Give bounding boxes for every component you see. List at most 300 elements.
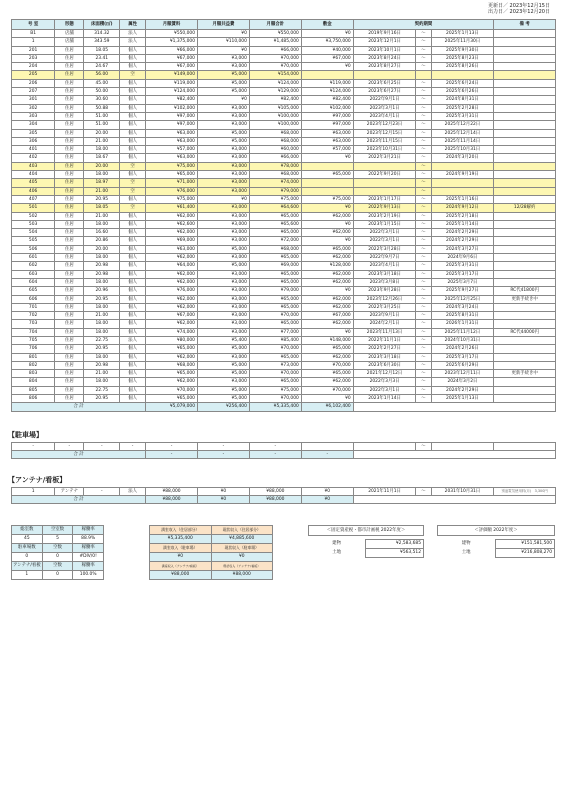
cell-common: ¥3,000	[197, 270, 249, 278]
cell-end: 2025年8月26日	[431, 63, 494, 71]
cell-deposit: ¥124,000	[301, 88, 353, 96]
cell-rent: ¥63,000	[146, 245, 198, 253]
parking-total-sum: -	[249, 450, 301, 458]
cell-total: ¥105,000	[249, 104, 301, 112]
cell-tilde: 〜	[416, 96, 431, 104]
parking-cell: -	[12, 442, 55, 450]
cell-deposit	[301, 162, 353, 170]
tax-label: 建物	[332, 541, 342, 546]
cell-total: ¥78,000	[249, 162, 301, 170]
header-attr: 属性	[120, 20, 146, 30]
cell-attr: 個人	[120, 88, 146, 96]
antenna-total-row	[12, 495, 556, 503]
cell-attr: 個人	[120, 137, 146, 145]
cell-total: ¥124,000	[249, 79, 301, 87]
cell-end: 2025年1月16日	[431, 195, 494, 203]
cell-total: ¥70,000	[249, 54, 301, 62]
cell-end: 2024年3月2日	[431, 378, 494, 386]
cell-deposit: ¥70,000	[301, 386, 353, 394]
cell-common: ¥5,400	[197, 336, 249, 344]
eval-value: ¥151,581,500	[496, 539, 555, 548]
cell-end: 2025年3月31日	[431, 262, 494, 270]
cell-total: ¥79,000	[249, 187, 301, 195]
table-row	[12, 162, 556, 170]
cell-start: 2022年3月28日	[353, 245, 416, 253]
cell-area: 51.00	[84, 121, 120, 129]
cell-type: 住居	[55, 345, 84, 353]
cell-start	[353, 71, 416, 79]
cell-common: ¥3,000	[197, 312, 249, 320]
cell-deposit: ¥0	[301, 220, 353, 228]
cell-end	[431, 71, 494, 79]
antenna-cell: ¥88,000	[146, 487, 198, 495]
cell-tilde: 〜	[416, 220, 431, 228]
cell-tilde: 〜	[416, 345, 431, 353]
cell-deposit: ¥128,000	[301, 262, 353, 270]
cell-start: 2023年9月1日	[353, 312, 416, 320]
cell-notes	[494, 361, 556, 369]
table-row	[12, 104, 556, 112]
cell-type: 住居	[55, 386, 84, 394]
cell-common: ¥3,000	[197, 179, 249, 187]
cell-start: 2023年4月1日	[353, 262, 416, 270]
cell-total: ¥68,000	[249, 137, 301, 145]
cell-area: 20.98	[84, 270, 120, 278]
cell-total: ¥85,400	[249, 336, 301, 344]
cell-tilde: 〜	[416, 370, 431, 378]
cell-attr: 法人	[120, 30, 146, 38]
cell-tilde: 〜	[416, 303, 431, 311]
tax-value: ¥563,512	[366, 548, 424, 557]
cell-tilde: 〜	[416, 328, 431, 336]
cell-common: ¥3,000	[197, 154, 249, 162]
cell-rent: ¥62,000	[146, 353, 198, 361]
antenna-cell: 法人	[120, 487, 146, 495]
cell-notes	[494, 312, 556, 320]
cell-rent: ¥62,000	[146, 254, 198, 262]
cell-common: ¥5,000	[197, 88, 249, 96]
cell-area: 20.00	[84, 245, 120, 253]
cell-notes	[494, 195, 556, 203]
cell-start: 2022年3月21日	[353, 154, 416, 162]
cell-rent: ¥76,000	[146, 287, 198, 295]
cell-total: ¥100,000	[249, 121, 301, 129]
cell-deposit: ¥0	[301, 30, 353, 38]
cell-common: ¥3,000	[197, 278, 249, 286]
cell-type: 住居	[55, 88, 84, 96]
cell-deposit: ¥63,000	[301, 129, 353, 137]
parking-cell	[301, 442, 353, 450]
cell-end: 2025年10月31日	[431, 146, 494, 154]
cell-tilde: 〜	[416, 254, 431, 262]
cell-type: 住居	[55, 96, 84, 104]
antenna-total-rent: ¥88,000	[146, 495, 198, 503]
cell-total: ¥66,000	[249, 46, 301, 54]
cell-tilde: 〜	[416, 154, 431, 162]
table-row	[12, 312, 556, 320]
cell-notes: 12/28解約	[494, 204, 556, 212]
cell-deposit: ¥0	[301, 395, 353, 403]
cell-type: 住居	[55, 328, 84, 336]
cell-deposit: ¥97,000	[301, 112, 353, 120]
cell-end: 2025年1月13日	[431, 395, 494, 403]
cell-rent: ¥62,000	[146, 320, 198, 328]
cell-room: 506	[12, 245, 55, 253]
cell-type: 住居	[55, 361, 84, 369]
cell-end	[431, 187, 494, 195]
cell-room: 206	[12, 79, 55, 87]
cell-notes	[494, 96, 556, 104]
cell-area: 18.00	[84, 278, 120, 286]
cell-type: 住居	[55, 171, 84, 179]
cell-notes	[494, 212, 556, 220]
occ-h: 空数	[42, 561, 73, 570]
cell-start: 2022年9月7日	[353, 254, 416, 262]
cell-tilde: 〜	[416, 270, 431, 278]
cell-total: ¥68,000	[249, 171, 301, 179]
cell-room: 203	[12, 54, 55, 62]
cell-attr: 空	[120, 179, 146, 187]
property-tax-title: ＜固定資産税・都市計画税 2022年度＞	[308, 525, 424, 536]
cell-area: 18.00	[84, 171, 120, 179]
cell-total: ¥100,000	[249, 112, 301, 120]
cell-common: ¥0	[197, 195, 249, 203]
cell-rent: ¥65,000	[146, 395, 198, 403]
cell-rent: ¥80,000	[146, 336, 198, 344]
table-row	[12, 54, 556, 62]
cell-end: 2024年9月12日	[431, 204, 494, 212]
cell-start: 2023年6月30日	[353, 361, 416, 369]
cell-start	[353, 179, 416, 187]
cell-deposit: ¥62,000	[301, 303, 353, 311]
cell-room: 804	[12, 378, 55, 386]
cell-start	[353, 187, 416, 195]
cell-deposit: ¥0	[301, 154, 353, 162]
cell-rent: ¥119,000	[146, 79, 198, 87]
cell-area: 18.05	[84, 46, 120, 54]
cell-deposit: ¥0	[301, 287, 353, 295]
cell-notes	[494, 146, 556, 154]
total-sum: ¥5,335,400	[249, 403, 301, 411]
cell-end: 2025年8月31日	[431, 312, 494, 320]
cell-end: 2024年3月24日	[431, 303, 494, 311]
cell-rent: ¥62,000	[146, 229, 198, 237]
table-header	[12, 20, 556, 30]
cell-area: 343.59	[84, 38, 120, 46]
cell-room: 305	[12, 129, 55, 137]
header-area: 床面積(㎡)	[84, 20, 120, 30]
cell-start: 2023年6月27日	[353, 88, 416, 96]
cell-common: ¥5,000	[197, 395, 249, 403]
cell-common: ¥5,000	[197, 345, 249, 353]
cell-area: 50.00	[84, 88, 120, 96]
cell-start: 2023年3月1日	[353, 104, 416, 112]
cell-type: 住居	[55, 270, 84, 278]
cell-attr: 空	[120, 204, 146, 212]
cell-end: 2025年12月22日	[431, 121, 494, 129]
cell-rent: ¥68,000	[146, 361, 198, 369]
cell-tilde: 〜	[416, 229, 431, 237]
cell-type: 住居	[55, 312, 84, 320]
cell-rent: ¥149,000	[146, 71, 198, 79]
printed-date: 出力日／ 2023年12月20日	[487, 9, 550, 15]
occ-v: 88.9%	[73, 534, 104, 543]
cell-room: 504	[12, 229, 55, 237]
cell-area: 21.00	[84, 187, 120, 195]
cell-tilde: 〜	[416, 195, 431, 203]
cell-notes	[494, 171, 556, 179]
cell-attr: 個人	[120, 96, 146, 104]
cell-end: 2024年9月6日	[431, 254, 494, 262]
cell-notes	[494, 88, 556, 96]
cell-area: 18.00	[84, 220, 120, 228]
cell-rent: ¥62,000	[146, 212, 198, 220]
cell-start: 2023年10月31日	[353, 146, 416, 154]
cell-rent: ¥67,000	[146, 54, 198, 62]
cell-rent: ¥70,000	[146, 386, 198, 394]
cell-common: ¥3,000	[197, 378, 249, 386]
cell-total: ¥65,000	[249, 320, 301, 328]
table-row	[12, 30, 556, 38]
update-dates	[488, 3, 550, 15]
table-row	[12, 262, 556, 270]
cell-total: ¥69,000	[249, 262, 301, 270]
cell-attr: 個人	[120, 195, 146, 203]
header-period: 契約期間	[353, 20, 494, 30]
cell-tilde: 〜	[416, 187, 431, 195]
table-row	[12, 146, 556, 154]
cell-tilde: 〜	[416, 129, 431, 137]
table-row	[12, 386, 556, 394]
cell-room: 302	[12, 104, 55, 112]
cell-start: 2023年3月8日	[353, 278, 416, 286]
table-row	[12, 121, 556, 129]
cell-deposit: ¥63,000	[301, 137, 353, 145]
cell-area: 18.00	[84, 146, 120, 154]
cell-deposit: ¥3,750,000	[301, 38, 353, 46]
cell-room: 401	[12, 146, 55, 154]
cell-type: 住居	[55, 262, 84, 270]
total-label: 合 計	[12, 403, 146, 411]
cell-type: 住居	[55, 187, 84, 195]
cell-area: 20.95	[84, 345, 120, 353]
tax-value: ¥2,583,685	[366, 539, 424, 548]
cell-common: ¥3,000	[197, 212, 249, 220]
cell-total: ¥64,600	[249, 204, 301, 212]
cell-tilde: 〜	[416, 212, 431, 220]
cell-deposit: ¥62,000	[301, 278, 353, 286]
cell-start: 2023年3月18日	[353, 353, 416, 361]
cell-room: 805	[12, 386, 55, 394]
antenna-table	[11, 487, 556, 505]
cell-area: 18.00	[84, 320, 120, 328]
cell-deposit	[301, 179, 353, 187]
cell-common: ¥3,000	[197, 303, 249, 311]
cell-common: ¥3,000	[197, 187, 249, 195]
cell-notes	[494, 270, 556, 278]
cell-area: 20.86	[84, 237, 120, 245]
cell-common: ¥5,000	[197, 79, 249, 87]
cell-room: 606	[12, 295, 55, 303]
cell-rent: ¥97,000	[146, 121, 198, 129]
cell-rent: ¥62,000	[146, 303, 198, 311]
cell-type: 住居	[55, 104, 84, 112]
table-row	[12, 195, 556, 203]
cell-area: 16.60	[84, 229, 120, 237]
cell-deposit: ¥62,000	[301, 353, 353, 361]
cell-tilde: 〜	[416, 30, 431, 38]
parking-total-rent: -	[146, 450, 198, 458]
cell-attr: 個人	[120, 328, 146, 336]
cell-notes	[494, 129, 556, 137]
cell-attr: 法人	[120, 336, 146, 344]
cell-start	[353, 162, 416, 170]
valuation-box	[437, 525, 555, 558]
cell-area: 18.00	[84, 353, 120, 361]
cell-total: ¥75,000	[249, 195, 301, 203]
cell-start: 2023年1月17日	[353, 195, 416, 203]
cell-end	[431, 179, 494, 187]
table-row	[12, 46, 556, 54]
cell-type: 住居	[55, 378, 84, 386]
cell-notes	[494, 104, 556, 112]
cell-room: 301	[12, 96, 55, 104]
cell-end: 2025年12月14日	[431, 129, 494, 137]
property-tax-table	[308, 539, 424, 558]
cell-area: 20.95	[84, 195, 120, 203]
table-row	[12, 361, 556, 369]
cell-end: 2024年2月29日	[431, 386, 494, 394]
cell-tilde: 〜	[416, 361, 431, 369]
cell-notes	[494, 345, 556, 353]
income-summary	[149, 525, 273, 580]
cell-type: 住居	[55, 154, 84, 162]
cell-start: 2023年11月15日	[353, 137, 416, 145]
cell-notes	[494, 336, 556, 344]
cell-room: 207	[12, 88, 55, 96]
cell-area: 20.96	[84, 287, 120, 295]
cell-common: ¥3,000	[197, 63, 249, 71]
cell-tilde: 〜	[416, 336, 431, 344]
cell-tilde	[416, 71, 431, 79]
cell-room: 404	[12, 171, 55, 179]
cell-end: 2025年6月26日	[431, 88, 494, 96]
table-row	[12, 295, 556, 303]
total-deposit: ¥6,102,400	[301, 403, 353, 411]
cell-notes	[494, 395, 556, 403]
cell-common: ¥110,000	[197, 38, 249, 46]
cell-room: 204	[12, 63, 55, 71]
cell-area: 18.00	[84, 328, 120, 336]
cell-room: 503	[12, 220, 55, 228]
cell-common: ¥3,000	[197, 229, 249, 237]
cell-end: 2024年8月31日	[431, 96, 494, 104]
antenna-cell: 2031年10月31日	[431, 487, 494, 495]
antenna-cell: -	[84, 487, 120, 495]
cell-area: 21.00	[84, 312, 120, 320]
parking-total-deposit: -	[301, 450, 353, 458]
cell-end: 2025年9月30日	[431, 46, 494, 54]
cell-attr: 個人	[120, 353, 146, 361]
cell-rent: ¥71,000	[146, 179, 198, 187]
antenna-total-deposit: ¥0	[301, 495, 353, 503]
cell-type: 住居	[55, 46, 84, 54]
table-row	[12, 336, 556, 344]
cell-room: 502	[12, 212, 55, 220]
cell-attr: 法人	[120, 38, 146, 46]
antenna-cell: 1	[12, 487, 55, 495]
cell-common: ¥3,000	[197, 162, 249, 170]
cell-area: 22.75	[84, 336, 120, 344]
table-row	[12, 328, 556, 336]
cell-start: 2022年3月1日	[353, 386, 416, 394]
cell-start: 2023年3月18日	[353, 270, 416, 278]
cell-common: ¥5,000	[197, 137, 249, 145]
cell-end: 2025年11月30日	[431, 38, 494, 46]
cell-end: 2025年11月14日	[431, 137, 494, 145]
cell-attr: 個人	[120, 386, 146, 394]
cell-rent: ¥64,000	[146, 262, 198, 270]
cell-end: 2024年3月27日	[431, 245, 494, 253]
cell-notes	[494, 220, 556, 228]
cell-total: ¥65,000	[249, 212, 301, 220]
cell-total: ¥65,000	[249, 270, 301, 278]
cell-end: 2024年2月26日	[431, 345, 494, 353]
cell-notes	[494, 245, 556, 253]
parking-cell: -	[84, 442, 120, 450]
cell-room: 604	[12, 278, 55, 286]
cell-deposit: ¥62,000	[301, 270, 353, 278]
cell-tilde: 〜	[416, 104, 431, 112]
parking-total-row	[12, 450, 556, 458]
cell-notes	[494, 46, 556, 54]
cell-notes	[494, 154, 556, 162]
cell-notes	[494, 121, 556, 129]
cell-end: 2025年2月28日	[431, 104, 494, 112]
cell-common: ¥0	[197, 46, 249, 54]
cell-end: 2025年3月17日	[431, 353, 494, 361]
table-row	[12, 204, 556, 212]
table-row	[12, 278, 556, 286]
table-row	[12, 129, 556, 137]
parking-cell: -	[249, 442, 301, 450]
cell-type: 住居	[55, 237, 84, 245]
cell-deposit: ¥70,000	[301, 361, 353, 369]
cell-area: 22.75	[84, 386, 120, 394]
cell-start: 2023年10月1日	[353, 46, 416, 54]
cell-common: ¥3,000	[197, 287, 249, 295]
cell-room: 601	[12, 254, 55, 262]
cell-common: ¥3,000	[197, 54, 249, 62]
occ-h: 総室数	[12, 525, 43, 534]
cell-attr: 個人	[120, 320, 146, 328]
cell-area: 20.00	[84, 162, 120, 170]
header-deposit: 敷金	[301, 20, 353, 30]
cell-area: 18.05	[84, 204, 120, 212]
cell-end: 2025年1月14日	[431, 220, 494, 228]
cell-total: ¥70,000	[249, 63, 301, 71]
cell-total: ¥77,000	[249, 328, 301, 336]
cell-start: 2023年8月24日	[353, 54, 416, 62]
cell-notes: 更新手続き中	[494, 370, 556, 378]
cell-type: 店舗	[55, 30, 84, 38]
table-row	[12, 320, 556, 328]
tax-label: 土地	[332, 550, 342, 555]
cell-notes	[494, 320, 556, 328]
cell-rent: ¥69,000	[146, 237, 198, 245]
cell-total: ¥74,000	[249, 179, 301, 187]
cell-tilde: 〜	[416, 395, 431, 403]
